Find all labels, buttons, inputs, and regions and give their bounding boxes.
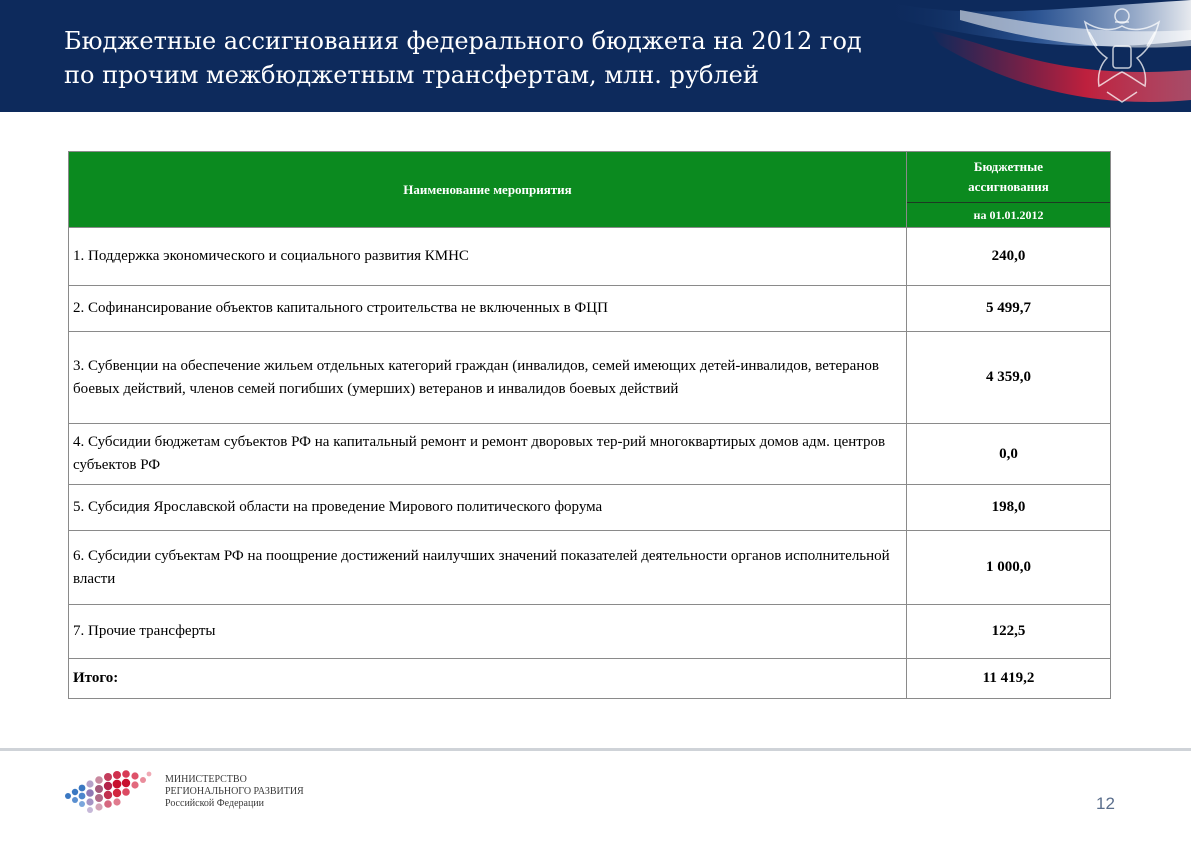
row-name: 1. Поддержка экономического и социального развития КМНС — [69, 228, 907, 286]
row-name: 6. Субсидии субъектам РФ на поощрение достижений наилучших значений показателей деятельности органов исполнительной власти — [69, 531, 907, 605]
footer-divider — [0, 748, 1191, 751]
column-header-value — [907, 152, 1111, 228]
table-row — [69, 531, 1111, 605]
appropriations-table — [68, 151, 1110, 699]
row-name: 2. Софинансирование объектов капитального строительства не включенных в ФЦП — [69, 286, 907, 332]
total-value: 11 419,2 — [907, 659, 1111, 699]
table-row — [69, 228, 1111, 286]
page-title — [64, 24, 924, 92]
table-row — [69, 485, 1111, 531]
slide-header — [0, 0, 1191, 112]
row-value: 4 359,0 — [907, 332, 1111, 424]
ministry-name — [165, 774, 304, 810]
row-value: 0,0 — [907, 424, 1111, 485]
table-row — [69, 605, 1111, 659]
total-label: Итого: — [69, 659, 907, 699]
title-line-1: Бюджетные ассигнования федерального бюджета на 2012 год — [64, 27, 862, 55]
column-header-date: на 01.01.2012 — [973, 207, 1044, 222]
ministry-logo-icon — [62, 766, 154, 816]
row-name: 4. Субсидии бюджетам субъектов РФ на капитальный ремонт и ремонт дворовых тер-рий многоквартирых домов адм. центров субъектов РФ — [69, 424, 907, 485]
row-value: 198,0 — [907, 485, 1111, 531]
column-header-name: Наименование мероприятия — [69, 152, 907, 228]
ministry-name-line1: МИНИСТЕРСТВО — [165, 774, 247, 785]
table-header-row — [69, 152, 1111, 228]
title-line-2: по прочим межбюджетным трансфертам, млн. рублей — [64, 61, 759, 89]
column-header-value-line1: Бюджетные — [973, 159, 1044, 174]
table-row — [69, 424, 1111, 485]
row-name: 3. Субвенции на обеспечение жильем отдельных категорий граждан (инвалидов, семей имеющих детей-инвалидов, ветеранов боевых действий, членов семей погибших (умерших) ветеранов и инвалидов боевых действий — [69, 332, 907, 424]
table-total-row — [69, 659, 1111, 699]
row-value: 240,0 — [907, 228, 1111, 286]
coat-of-arms-icon — [1067, 2, 1177, 110]
row-value: 122,5 — [907, 605, 1111, 659]
row-value: 1 000,0 — [907, 531, 1111, 605]
row-name: 5. Субсидия Ярославской области на проведение Мирового политического форума — [69, 485, 907, 531]
row-value: 5 499,7 — [907, 286, 1111, 332]
row-name: 7. Прочие трансферты — [69, 605, 907, 659]
ministry-name-line2: РЕГИОНАЛЬНОГО РАЗВИТИЯ — [165, 786, 304, 797]
column-header-value-line2: ассигнования — [968, 179, 1049, 194]
ministry-name-line3: Российской Федерации — [165, 798, 265, 809]
page-number: 12 — [1096, 794, 1115, 813]
table-row — [69, 332, 1111, 424]
table-row — [69, 286, 1111, 332]
